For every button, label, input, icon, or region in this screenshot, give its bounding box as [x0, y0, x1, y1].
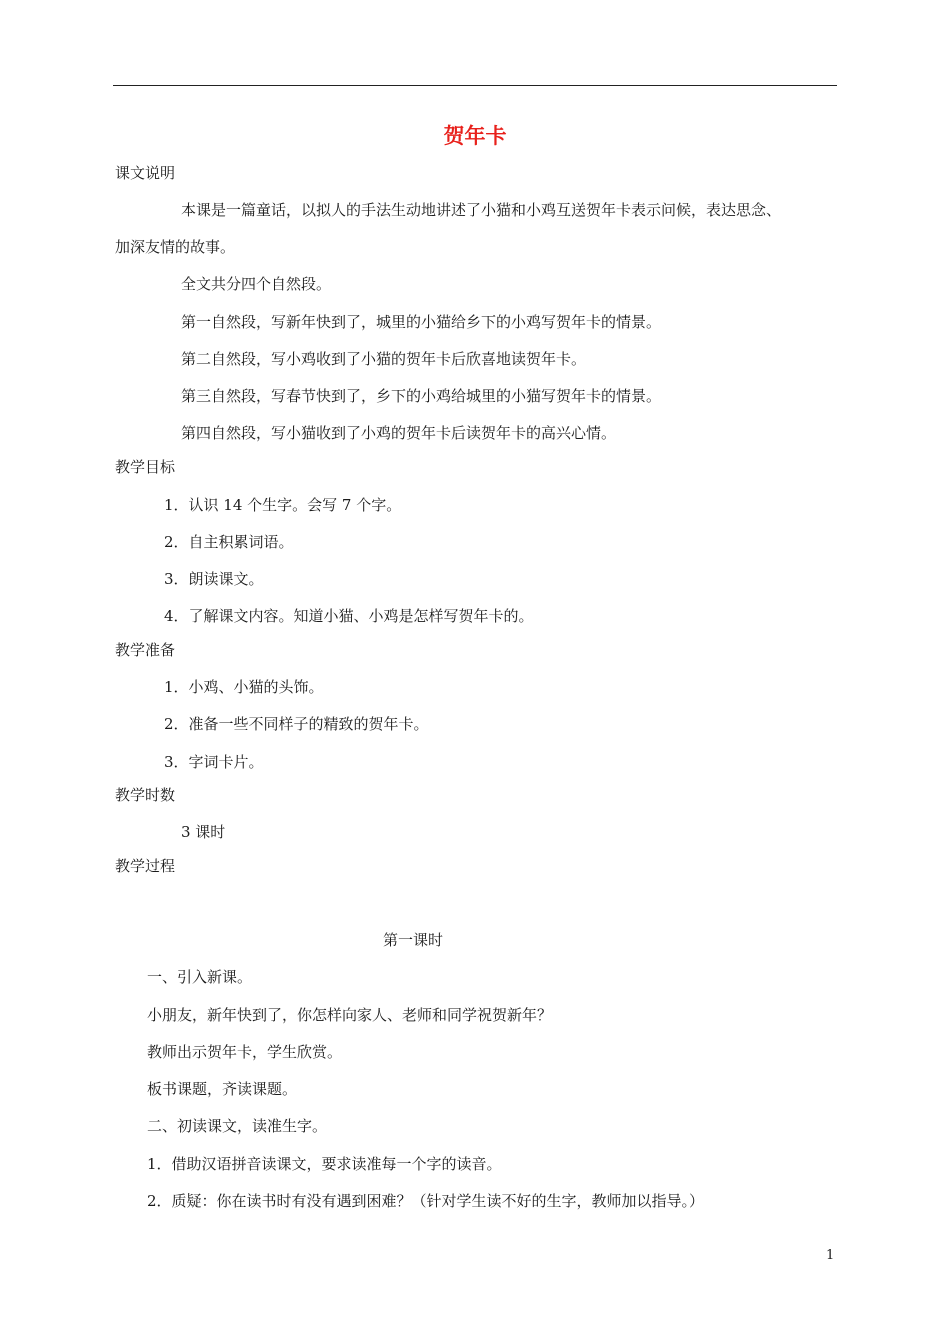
- hours-value: 3 课时: [181, 823, 226, 841]
- goal-item: 1．认识 14 个生字。会写 7 个字。: [164, 496, 402, 514]
- goal-item: 3．朗读课文。: [164, 570, 264, 588]
- intro-paragraph-3: 第一自然段，写新年快到了，城里的小猫给乡下的小鸡写贺年卡的情景。: [181, 313, 662, 331]
- section-heading-hours: 教学时数: [115, 786, 176, 804]
- process-line: 小朋友，新年快到了，你怎样向家人、老师和同学祝贺新年？: [147, 1006, 553, 1024]
- prep-item: 1．小鸡、小猫的头饰。: [164, 678, 324, 696]
- prep-item: 3．字词卡片。: [164, 753, 264, 771]
- page-number: 1: [826, 1248, 835, 1263]
- section-heading-intro: 课文说明: [115, 164, 176, 182]
- intro-paragraph-2: 全文共分四个自然段。: [181, 275, 332, 293]
- section-heading-process: 教学过程: [115, 857, 176, 875]
- section-heading-goals: 教学目标: [115, 458, 176, 476]
- goal-item: 2．自主积累词语。: [164, 533, 294, 551]
- goal-item: 4．了解课文内容。知道小猫、小鸡是怎样写贺年卡的。: [164, 607, 534, 625]
- intro-paragraph-1-line-1: 本课是一篇童话，以拟人的手法生动地讲述了小猫和小鸡互送贺年卡表示问候，表达思念、: [181, 201, 782, 219]
- prep-item: 2．准备一些不同样子的精致的贺年卡。: [164, 715, 429, 733]
- intro-paragraph-5: 第三自然段，写春节快到了，乡下的小鸡给城里的小猫写贺年卡的情景。: [181, 387, 662, 405]
- header-rule: [113, 85, 837, 86]
- lesson-title: 第一课时: [383, 931, 444, 949]
- process-line: 二、初读课文，读准生字。: [147, 1117, 328, 1135]
- intro-paragraph-6: 第四自然段，写小猫收到了小鸡的贺年卡后读贺年卡的高兴心情。: [181, 424, 617, 442]
- process-line: 1．借助汉语拼音读课文，要求读准每一个字的读音。: [147, 1155, 502, 1173]
- intro-paragraph-4: 第二自然段，写小鸡收到了小猫的贺年卡后欣喜地读贺年卡。: [181, 350, 587, 368]
- section-heading-prep: 教学准备: [115, 641, 176, 659]
- process-line: 一、引入新课。: [147, 968, 253, 986]
- process-line: 板书课题，齐读课题。: [147, 1080, 298, 1098]
- process-line: 教师出示贺年卡，学生欣赏。: [147, 1043, 343, 1061]
- intro-paragraph-1-line-2: 加深友情的故事。: [115, 238, 236, 256]
- process-line: 2．质疑：你在读书时有没有遇到困难？（针对学生读不好的生字，教师加以指导。）: [147, 1192, 705, 1210]
- document-title: 贺年卡: [443, 124, 507, 148]
